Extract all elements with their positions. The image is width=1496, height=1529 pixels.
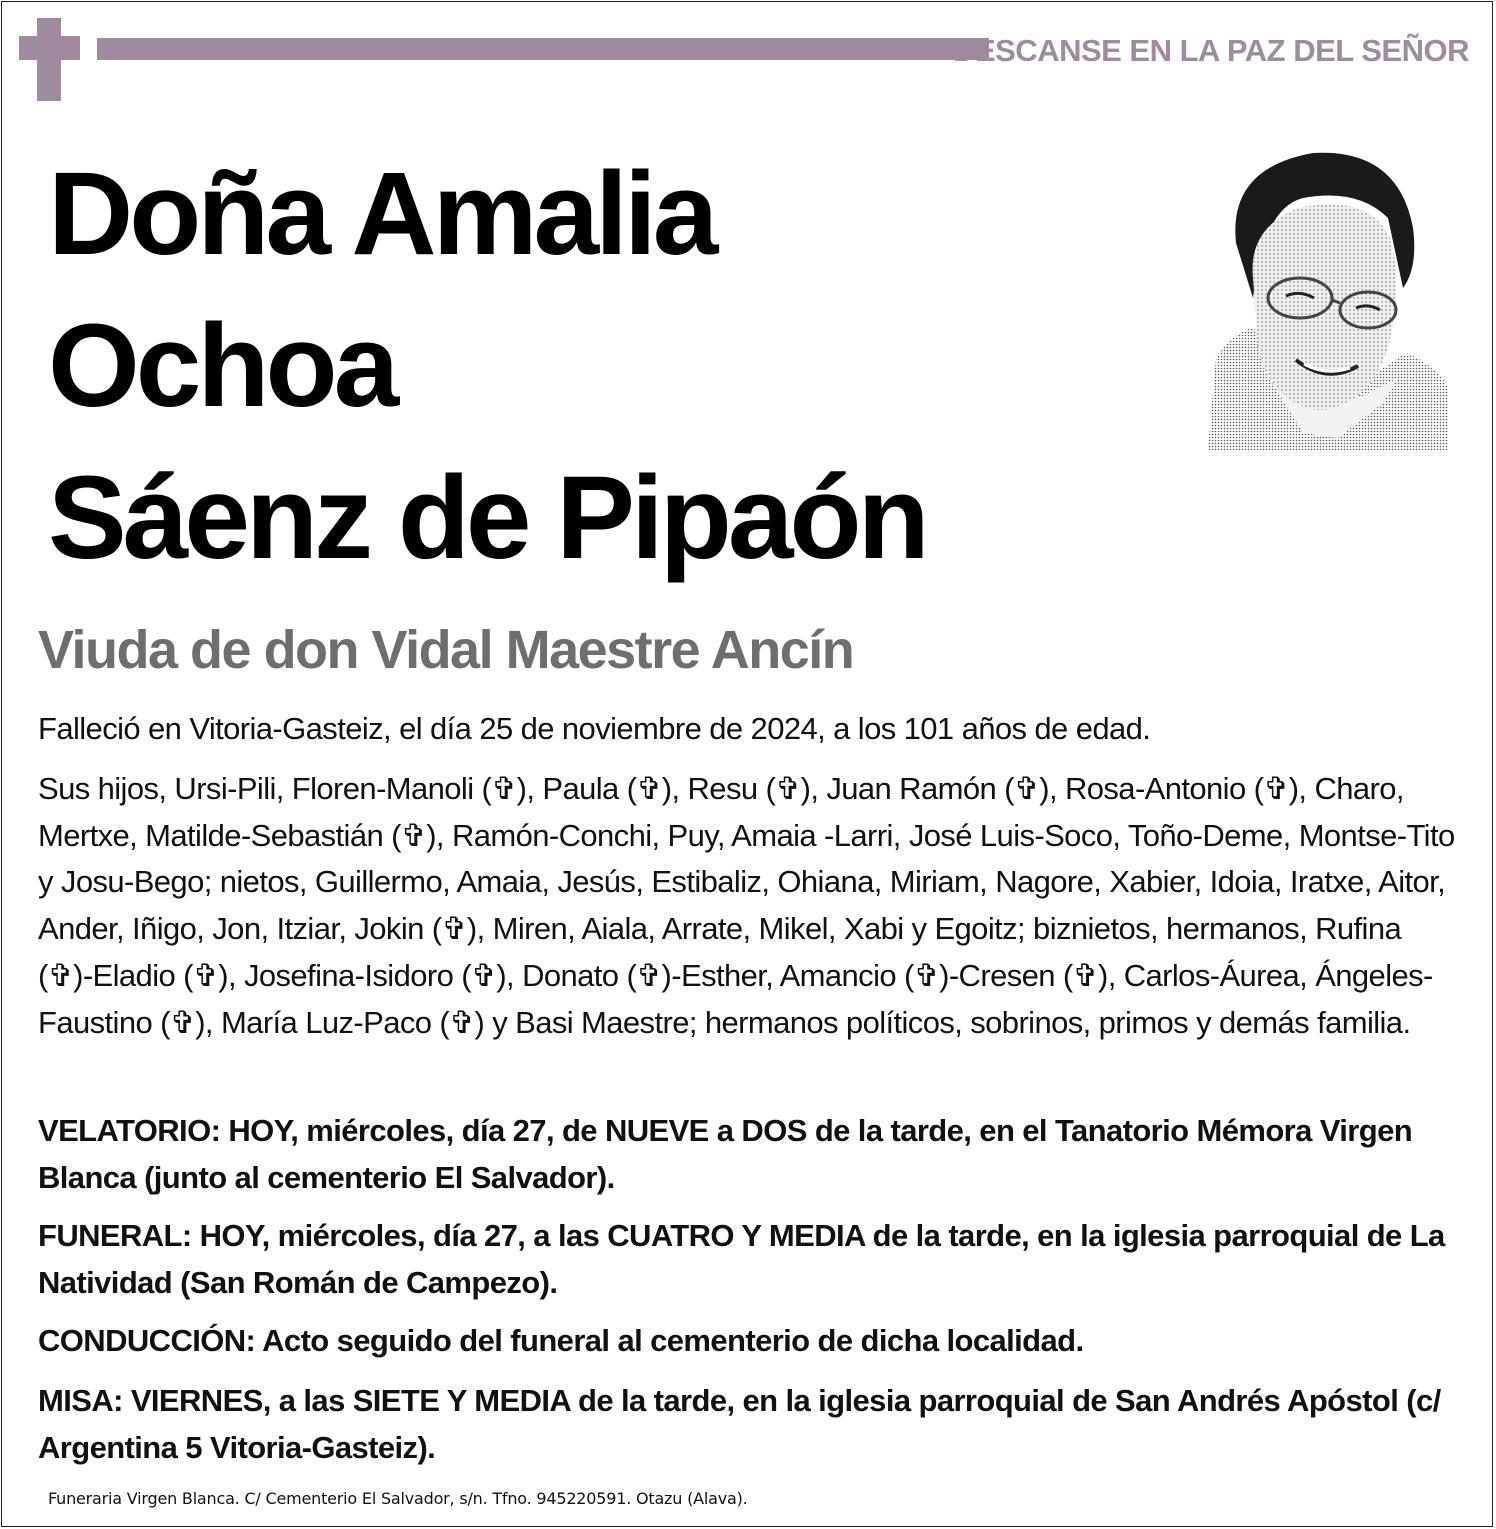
portrait-photo [1208, 148, 1448, 450]
death-notice: Falleció en Vitoria-Gasteiz, el día 25 de noviembre de 2024, a los 101 años de edad. [38, 711, 1151, 746]
deceased-name [48, 138, 926, 594]
funeral-home-info: Funeraria Virgen Blanca. C/ Cementerio El Salvador, s/n. Tfno. 945220591. Otazu (Alava). [48, 1489, 748, 1508]
funeral-info: FUNERAL: HOY, miércoles, día 27, a las CUATRO Y MEDIA de la tarde, en la iglesia parroquial de La Natividad (San Román de Campezo). [38, 1218, 1445, 1300]
motto: DESCANSE EN LA PAZ DEL SEÑOR [953, 33, 1469, 68]
header-rule [97, 38, 989, 60]
widow-subtitle: Viuda de don Vidal Maestre Ancín [38, 620, 854, 680]
procession-info: CONDUCCIÓN: Acto seguido del funeral al cementerio de dicha localidad. [38, 1323, 1084, 1358]
name-line-2: Ochoa [48, 300, 396, 432]
mass-info: MISA: VIERNES, a las SIETE Y MEDIA de la tarde, en la iglesia parroquial de San Andrés Apóstol (c/ Argentina 5 Vitoria-Gasteiz). [38, 1383, 1441, 1465]
name-line-3: Sáenz de Pipaón [48, 452, 926, 584]
wake-info: VELATORIO: HOY, miércoles, día 27, de NUEVE a DOS de la tarde, en el Tanatorio Mémora Virgen Blanca (junto al cementerio El Salvador). [38, 1113, 1413, 1195]
name-line-1: Doña Amalia [48, 148, 715, 280]
family-list: Sus hijos, Ursi-Pili, Floren-Manoli (✞), Paula (✞), Resu (✞), Juan Ramón (✞), Rosa-Antonio (✞), Charo, Mertxe, Matilde-Sebastián (✞), Ramón-Conchi, Puy, Amaia -Larri, José Luis-Soco, Toño-Deme, Montse-Tito y Josu-Bego; nietos, Guillermo, Amaia, Jesús, Estibaliz, Ohiana, Miriam, Nagore, Xabier, Idoia, Iratxe, Aitor, Ander, Iñigo, Jon, Itziar, Jokin (✞), Miren, Aiala, Arrate, Mikel, Xabi y Egoitz; biznietos, hermanos, Rufina (✞)-Eladio (✞), Josefina-Isidoro (✞), Donato (✞)-Esther, Amancio (✞)-Cresen (✞), Carlos-Áurea, Ángeles-Faustino (✞), María Luz-Paco (✞) y Basi Maestre; hermanos políticos, sobrinos, primos y demás familia. [38, 771, 1455, 1040]
